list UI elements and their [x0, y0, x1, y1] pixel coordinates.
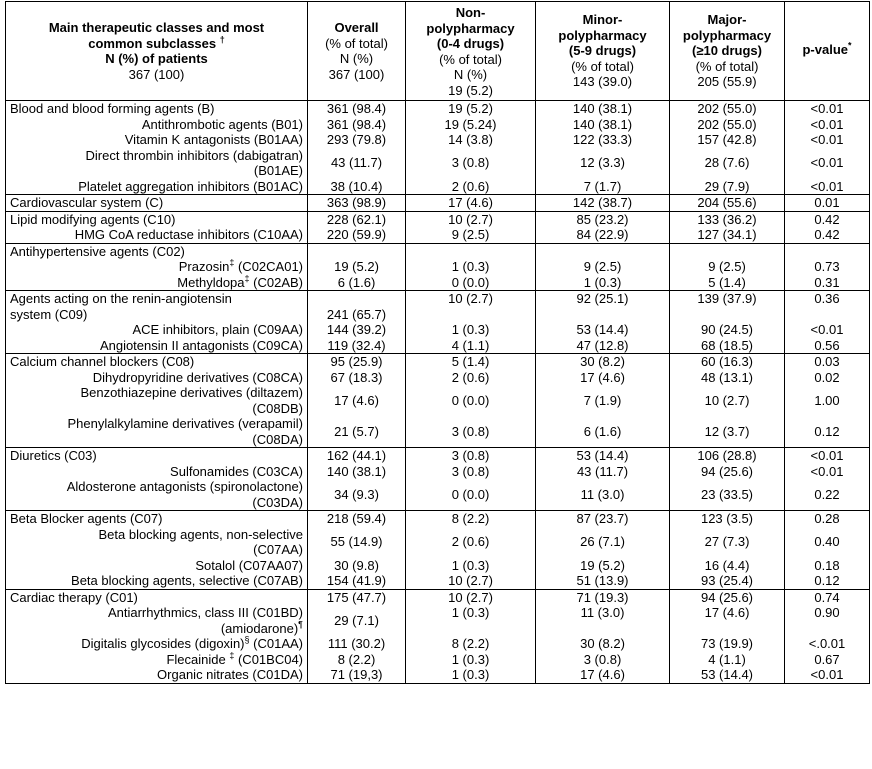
cell-minor-poly: 71 (19.3): [536, 589, 670, 605]
table-row: [6, 558, 870, 574]
row-name: [6, 527, 308, 558]
section-mark: §: [244, 634, 250, 645]
cell-p-value: 0.36: [785, 291, 870, 323]
cell-non-poly: 10 (2.7): [406, 291, 536, 323]
cell-overall: 111 (30.2): [308, 636, 406, 652]
cell-major-poly: 28 (7.6): [670, 148, 785, 179]
row-name-a: Flecainide: [166, 651, 230, 667]
cell-overall: 220 (59.9): [308, 227, 406, 243]
row-name: [6, 605, 308, 636]
row-name-a: Digitalis glycosides (digoxin): [81, 636, 245, 651]
row-name-a: Methyldopa: [177, 274, 245, 290]
cell-overall: 43 (11.7): [308, 148, 406, 179]
cell-overall: 228 (62.1): [308, 211, 406, 227]
table-row: [6, 243, 870, 259]
header-nonpoly-sub2: N (%): [453, 67, 488, 82]
cell-non-poly: 10 (2.7): [406, 211, 536, 227]
cell-minor-poly: 140 (38.1): [536, 101, 670, 117]
group-beta-blockers: [6, 511, 870, 590]
table-row: [6, 132, 870, 148]
cell-p-value: <0.01: [785, 179, 870, 195]
table-row: [6, 385, 870, 416]
cell-non-poly: 1 (0.3): [406, 558, 536, 574]
row-name: Vitamin K antagonists (B01AA): [6, 132, 308, 148]
group-diuretics: [6, 448, 870, 511]
row-name: Beta blocking agents, selective (C07AB): [6, 573, 308, 589]
cell-overall: 71 (19,3): [308, 667, 406, 683]
cell-major-poly: 202 (55.0): [670, 101, 785, 117]
cell-major-poly: 133 (36.2): [670, 211, 785, 227]
cell-non-poly: 1 (0.3): [406, 605, 536, 636]
row-name: [6, 291, 308, 323]
cell-non-poly: 14 (3.8): [406, 132, 536, 148]
cell-overall: 361 (98.4): [308, 101, 406, 117]
group-lipid-modifying: [6, 211, 870, 243]
table-row: [6, 211, 870, 227]
cell-major-poly: 29 (7.9): [670, 179, 785, 195]
table-row: [6, 667, 870, 683]
cell-overall: 218 (59.4): [308, 511, 406, 527]
group-cardiovascular: [6, 195, 870, 212]
cell-overall: 19 (5.2): [308, 259, 406, 275]
cell-overall: 361 (98.4): [308, 117, 406, 133]
cell-p-value: 0.31: [785, 275, 870, 291]
header-nonpoly-sub3: 19 (5.2): [448, 82, 493, 98]
cell-non-poly: 1 (0.3): [406, 259, 536, 275]
cell-p-value: <0.01: [785, 132, 870, 148]
table-row: [6, 652, 870, 668]
header-major-title1: Major-: [707, 12, 747, 27]
table-row: [6, 511, 870, 527]
header-overall-title: Overall: [334, 20, 379, 35]
header-minor-polypharmacy: [536, 2, 670, 101]
table-row: [6, 227, 870, 243]
header-minor-title2: polypharmacy: [558, 27, 647, 43]
cell-non-poly: 5 (1.4): [406, 354, 536, 370]
cell-major-poly: 90 (24.5): [670, 322, 785, 338]
cell-p-value: 0.02: [785, 370, 870, 386]
header-major-sub2: 205 (55.9): [697, 74, 757, 89]
cell-minor-poly: 85 (23.2): [536, 211, 670, 227]
cell-major-poly: 5 (1.4): [670, 275, 785, 291]
cell-minor-poly: 87 (23.7): [536, 511, 670, 527]
cell-major-poly: 48 (13.1): [670, 370, 785, 386]
header-col1-line2-text: common subclasses: [88, 35, 217, 51]
cell-minor-poly: 17 (4.6): [536, 667, 670, 683]
header-col1-line2: [10, 36, 303, 52]
cell-minor-poly: 53 (14.4): [536, 322, 670, 338]
header-major-polypharmacy: [670, 2, 785, 101]
cell-major-poly: 73 (19.9): [670, 636, 785, 652]
header-major-sub1: (% of total): [695, 58, 759, 74]
table-row: [6, 573, 870, 589]
header-overall-sub1: (% of total): [325, 35, 388, 51]
cell-major-poly: 93 (25.4): [670, 573, 785, 589]
row-name: Dihydropyridine derivatives (C08CA): [6, 370, 308, 386]
cell-p-value: <0.01: [785, 117, 870, 133]
header-major-title3: (≥10 drugs): [692, 43, 762, 58]
table-row: [6, 416, 870, 448]
cell-overall: 30 (9.8): [308, 558, 406, 574]
row-name: [6, 385, 308, 416]
header-overall-sub3: 367 (100): [328, 66, 385, 82]
cell-non-poly: 3 (0.8): [406, 464, 536, 480]
cell-major-poly: 16 (4.4): [670, 558, 785, 574]
row-name: [6, 275, 308, 291]
cell-major-poly: 53 (14.4): [670, 667, 785, 683]
cell-overall: 67 (18.3): [308, 370, 406, 386]
group-renin-angiotensin: [6, 291, 870, 354]
cell-p-value: 0.42: [785, 211, 870, 227]
cell-minor-poly: 12 (3.3): [536, 148, 670, 179]
header-overall: [308, 2, 406, 101]
cell-p-value: [785, 243, 870, 259]
cell-major-poly: 127 (34.1): [670, 227, 785, 243]
cell-major-poly: 123 (3.5): [670, 511, 785, 527]
cell-minor-poly: 26 (7.1): [536, 527, 670, 558]
header-minor-title3: (5-9 drugs): [568, 43, 637, 58]
row-name-line1: Antiarrhythmics, class III (C01BD): [107, 605, 303, 620]
cell-overall: 241 (65.7): [308, 291, 406, 323]
cell-overall: 21 (5.7): [308, 416, 406, 448]
header-pvalue-label: p-value: [802, 42, 848, 58]
cell-p-value: 0.12: [785, 573, 870, 589]
cell-p-value: <0.01: [785, 322, 870, 338]
cell-p-value: <0.01: [785, 448, 870, 464]
cell-non-poly: 2 (0.6): [406, 370, 536, 386]
row-name-line1: Benzothiazepine derivatives (diltazem): [80, 385, 303, 400]
header-row: [6, 2, 870, 101]
cell-minor-poly: 7 (1.7): [536, 179, 670, 195]
cell-major-poly: 68 (18.5): [670, 338, 785, 354]
group-antihypertensive: [6, 243, 870, 291]
header-minor-sub1: (% of total): [571, 58, 634, 74]
cell-overall: 154 (41.9): [308, 573, 406, 589]
table-row: [6, 101, 870, 117]
cell-overall: 8 (2.2): [308, 652, 406, 668]
dagger-mark: †: [219, 34, 225, 45]
cell-minor-poly: 19 (5.2): [536, 558, 670, 574]
cell-minor-poly: 92 (25.1): [536, 291, 670, 323]
row-name: [6, 148, 308, 179]
cell-major-poly: 202 (55.0): [670, 117, 785, 133]
row-name: ACE inhibitors, plain (C09AA): [6, 322, 308, 338]
cell-p-value: <0.01: [785, 148, 870, 179]
header-overall-sub2: N (%): [339, 51, 374, 66]
cell-non-poly: [406, 243, 536, 259]
cell-p-value: 0.18: [785, 558, 870, 574]
row-name-line1: Beta blocking agents, non-selective: [98, 526, 303, 542]
row-name-b: (C01AA): [249, 636, 303, 651]
cell-p-value: 0.42: [785, 227, 870, 243]
asterisk-mark: *: [848, 40, 852, 51]
cell-minor-poly: 43 (11.7): [536, 464, 670, 480]
cell-overall: 55 (14.9): [308, 527, 406, 558]
cell-overall: 34 (9.3): [308, 479, 406, 511]
row-name: Sotalol (C07AA07): [6, 558, 308, 574]
table-row: [6, 291, 870, 323]
cell-minor-poly: 7 (1.9): [536, 385, 670, 416]
cell-non-poly: 19 (5.2): [406, 101, 536, 117]
cell-minor-poly: 30 (8.2): [536, 636, 670, 652]
group-cardiac-therapy: [6, 589, 870, 683]
row-name-line2: (C08DB): [252, 400, 303, 416]
header-minor-title1: Minor-: [582, 12, 623, 27]
polypharmacy-table: [5, 1, 870, 684]
cell-non-poly: 1 (0.3): [406, 667, 536, 683]
cell-p-value: <0.01: [785, 464, 870, 480]
cell-p-value: 0.01: [785, 195, 870, 212]
cell-minor-poly: 30 (8.2): [536, 354, 670, 370]
table-row: [6, 117, 870, 133]
cell-overall: 17 (4.6): [308, 385, 406, 416]
header-minor-sub2: 143 (39.0): [572, 74, 633, 89]
group-blood: [6, 101, 870, 195]
table-row: [6, 448, 870, 464]
header-col1-line1: Main therapeutic classes and most: [48, 20, 265, 35]
header-col1-line4: 367 (100): [128, 66, 185, 82]
row-name-line2: (C03DA): [252, 494, 303, 510]
row-name: Organic nitrates (C01DA): [6, 667, 308, 683]
cell-major-poly: 12 (3.7): [670, 416, 785, 448]
table-row: [6, 338, 870, 354]
table-row: [6, 605, 870, 636]
cell-non-poly: 10 (2.7): [406, 589, 536, 605]
cell-p-value: 0.22: [785, 479, 870, 511]
cell-major-poly: 94 (25.6): [670, 589, 785, 605]
row-name: [6, 259, 308, 275]
row-name-line1: Agents acting on the renin-angiotensin: [10, 291, 232, 306]
row-name-a: Prazosin: [178, 259, 230, 274]
cell-minor-poly: 122 (33.3): [536, 132, 670, 148]
cell-p-value: <0.01: [785, 101, 870, 117]
cell-non-poly: 3 (0.8): [406, 148, 536, 179]
row-name: Cardiovascular system (C): [6, 195, 308, 212]
cell-overall: 293 (79.8): [308, 132, 406, 148]
cell-p-value: 0.12: [785, 416, 870, 448]
cell-p-value: 0.74: [785, 589, 870, 605]
table-row: [6, 370, 870, 386]
pilcrow-mark: ¶: [298, 619, 303, 630]
row-name-line2: system (C09): [10, 306, 88, 322]
cell-minor-poly: 84 (22.9): [536, 227, 670, 243]
cell-major-poly: 204 (55.6): [670, 195, 785, 212]
row-name: HMG CoA reductase inhibitors (C10AA): [6, 227, 308, 243]
cell-major-poly: [670, 243, 785, 259]
cell-non-poly: 9 (2.5): [406, 227, 536, 243]
cell-major-poly: 139 (37.9): [670, 291, 785, 323]
table-row: [6, 322, 870, 338]
cell-p-value: <.0.01: [785, 636, 870, 652]
cell-p-value: 0.67: [785, 652, 870, 668]
cell-overall: 144 (39.2): [308, 322, 406, 338]
cell-overall: 29 (7.1): [308, 605, 406, 636]
table-row: [6, 589, 870, 605]
double-dagger-mark: ‡: [229, 257, 235, 268]
row-name-line1: Aldosterone antagonists (spironolactone): [66, 479, 303, 494]
cell-minor-poly: 140 (38.1): [536, 117, 670, 133]
row-name-line2: (C07AA): [253, 542, 303, 557]
group-calcium-channel: [6, 354, 870, 448]
cell-minor-poly: 142 (38.7): [536, 195, 670, 212]
cell-non-poly: 8 (2.2): [406, 636, 536, 652]
cell-major-poly: 23 (33.5): [670, 479, 785, 511]
table-row: [6, 527, 870, 558]
row-name: Angiotensin II antagonists (C09CA): [6, 338, 308, 354]
row-name: Cardiac therapy (C01): [6, 589, 308, 605]
row-name: Calcium channel blockers (C08): [6, 354, 308, 370]
cell-major-poly: 9 (2.5): [670, 259, 785, 275]
cell-non-poly: 10 (2.7): [406, 573, 536, 589]
cell-minor-poly: 11 (3.0): [536, 479, 670, 511]
cell-overall: 140 (38.1): [308, 464, 406, 480]
cell-overall: 175 (47.7): [308, 589, 406, 605]
table-row: [6, 354, 870, 370]
row-name: Platelet aggregation inhibitors (B01AC): [6, 179, 308, 195]
cell-major-poly: 4 (1.1): [670, 652, 785, 668]
cell-minor-poly: 47 (12.8): [536, 338, 670, 354]
cell-non-poly: 3 (0.8): [406, 416, 536, 448]
cell-overall: 38 (10.4): [308, 179, 406, 195]
cell-non-poly: 2 (0.6): [406, 527, 536, 558]
table-row: [6, 636, 870, 652]
row-name-b: (C02CA01): [234, 259, 303, 274]
cell-p-value: <0.01: [785, 667, 870, 683]
row-name: [6, 416, 308, 448]
table-row: [6, 195, 870, 212]
cell-overall: 119 (32.4): [308, 338, 406, 354]
table-header: [6, 2, 870, 101]
cell-minor-poly: 17 (4.6): [536, 370, 670, 386]
cell-minor-poly: 1 (0.3): [536, 275, 670, 291]
row-name: Antihypertensive agents (C02): [6, 243, 308, 259]
row-name-line1: Phenylalkylamine derivatives (verapamil): [67, 416, 303, 431]
cell-minor-poly: 9 (2.5): [536, 259, 670, 275]
row-name: Lipid modifying agents (C10): [6, 211, 308, 227]
table-row: [6, 259, 870, 275]
row-name: [6, 636, 308, 652]
cell-overall: 162 (44.1): [308, 448, 406, 464]
row-name: Antithrombotic agents (B01): [6, 117, 308, 133]
cell-minor-poly: 6 (1.6): [536, 416, 670, 448]
row-name: Sulfonamides (C03CA): [6, 464, 308, 480]
header-non-polypharmacy: [406, 2, 536, 101]
cell-p-value: 0.28: [785, 511, 870, 527]
cell-minor-poly: 51 (13.9): [536, 573, 670, 589]
cell-overall: 363 (98.9): [308, 195, 406, 212]
cell-non-poly: 17 (4.6): [406, 195, 536, 212]
cell-p-value: 0.56: [785, 338, 870, 354]
cell-minor-poly: 3 (0.8): [536, 652, 670, 668]
cell-non-poly: 0 (0.0): [406, 275, 536, 291]
cell-non-poly: 8 (2.2): [406, 511, 536, 527]
table-row: [6, 464, 870, 480]
table-row: [6, 179, 870, 195]
cell-non-poly: 4 (1.1): [406, 338, 536, 354]
row-name-line1: Direct thrombin inhibitors (dabigatran): [85, 147, 303, 163]
header-nonpoly-title1: Non-: [455, 5, 486, 20]
cell-major-poly: 27 (7.3): [670, 527, 785, 558]
cell-major-poly: 17 (4.6): [670, 605, 785, 636]
cell-overall: 95 (25.9): [308, 354, 406, 370]
double-dagger-mark: ‡: [229, 650, 235, 661]
cell-major-poly: 157 (42.8): [670, 132, 785, 148]
table-row: [6, 479, 870, 511]
cell-non-poly: 19 (5.24): [406, 117, 536, 133]
cell-overall: 6 (1.6): [308, 275, 406, 291]
row-name-line2: (amiodarone): [220, 620, 299, 636]
header-major-title2: polypharmacy: [682, 27, 772, 43]
row-name: [6, 652, 308, 668]
header-therapeutic-classes: [6, 2, 308, 101]
table-row: [6, 275, 870, 291]
header-p-value: [785, 2, 870, 101]
cell-minor-poly: 53 (14.4): [536, 448, 670, 464]
header-nonpoly-title2: polypharmacy: [426, 20, 515, 36]
row-name-b: (C02AB): [249, 274, 303, 290]
row-name-line2: (B01AE): [253, 163, 303, 178]
header-nonpoly-sub1: (% of total): [439, 51, 502, 67]
cell-non-poly: 0 (0.0): [406, 385, 536, 416]
cell-non-poly: 2 (0.6): [406, 179, 536, 195]
row-name-line2: (C08DA): [252, 431, 303, 447]
cell-non-poly: 1 (0.3): [406, 652, 536, 668]
cell-minor-poly: 11 (3.0): [536, 605, 670, 636]
cell-non-poly: 3 (0.8): [406, 448, 536, 464]
cell-major-poly: 10 (2.7): [670, 385, 785, 416]
cell-p-value: 0.40: [785, 527, 870, 558]
cell-p-value: 0.03: [785, 354, 870, 370]
row-name: Beta Blocker agents (C07): [6, 511, 308, 527]
header-col1-line3: N (%) of patients: [105, 51, 208, 66]
cell-overall: [308, 243, 406, 259]
cell-non-poly: 1 (0.3): [406, 322, 536, 338]
cell-minor-poly: [536, 243, 670, 259]
cell-non-poly: 0 (0.0): [406, 479, 536, 511]
cell-p-value: 1.00: [785, 385, 870, 416]
cell-major-poly: 94 (25.6): [670, 464, 785, 480]
row-name: Blood and blood forming agents (B): [6, 101, 308, 117]
cell-p-value: 0.90: [785, 605, 870, 636]
cell-major-poly: 106 (28.8): [670, 448, 785, 464]
row-name-b: (C01BC04): [234, 651, 303, 667]
header-nonpoly-title3: (0-4 drugs): [436, 36, 505, 51]
row-name: [6, 479, 308, 511]
cell-p-value: 0.73: [785, 259, 870, 275]
cell-major-poly: 60 (16.3): [670, 354, 785, 370]
double-dagger-mark: ‡: [244, 273, 250, 284]
table-row: [6, 148, 870, 179]
row-name: Diuretics (C03): [6, 448, 308, 464]
